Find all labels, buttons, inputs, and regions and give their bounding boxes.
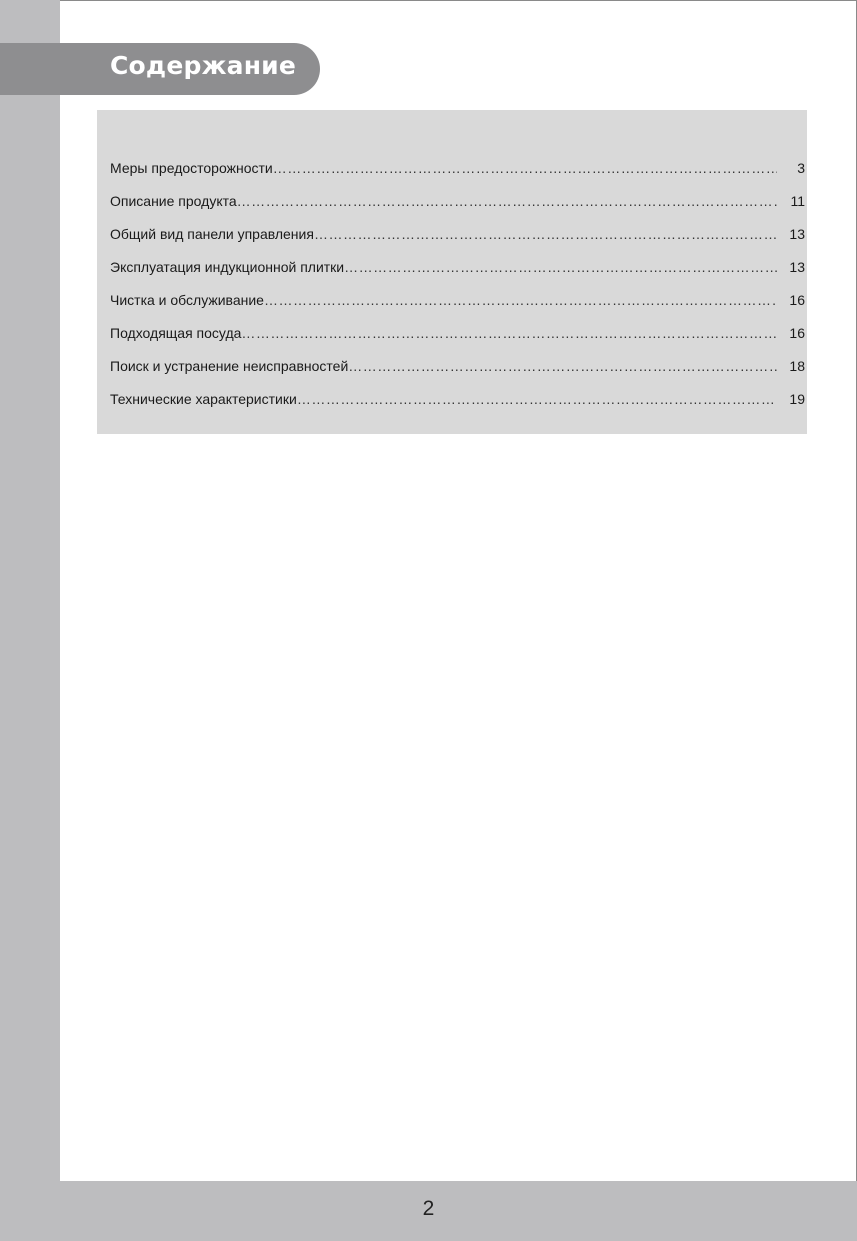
toc-dot-leader [348, 358, 777, 374]
toc-dot-leader [314, 226, 777, 242]
toc-entry-title: Поиск и устранение неисправностей [110, 358, 349, 374]
toc-entry[interactable] [110, 226, 805, 259]
toc-dot-leader [344, 259, 777, 275]
toc-entry-title: Меры предосторожности [110, 160, 273, 176]
page-title: Содержание [110, 51, 297, 80]
toc-entry-page: 3 [797, 160, 805, 176]
toc-entry-title: Описание продукта [110, 193, 237, 209]
toc-entry[interactable] [110, 391, 805, 424]
toc-entry-title: Подходящая посуда [110, 325, 242, 341]
toc-entry-page: 13 [789, 226, 805, 242]
page-number: 2 [422, 1197, 435, 1220]
toc-entry-page: 18 [789, 358, 805, 374]
toc-entry[interactable] [110, 358, 805, 391]
toc-entry-title: Эксплуатация индукционной плитки [110, 259, 345, 275]
toc-entry-page: 16 [789, 292, 805, 308]
toc-entry-title: Общий вид панели управления [110, 226, 314, 242]
toc-entry-page: 11 [790, 193, 805, 209]
toc-dot-leader [297, 391, 777, 407]
toc-entry-title: Чистка и обслуживание [110, 292, 264, 308]
toc-entry-page: 19 [789, 391, 805, 407]
toc-entry[interactable] [110, 160, 805, 193]
toc-entry[interactable] [110, 259, 805, 292]
toc-entry-page: 13 [789, 259, 805, 275]
toc-dot-leader [237, 193, 777, 209]
toc-entry-page: 16 [789, 325, 805, 341]
toc-entry[interactable] [110, 325, 805, 358]
toc-dot-leader [264, 292, 777, 308]
toc-entry[interactable] [110, 193, 805, 226]
toc-entry[interactable] [110, 292, 805, 325]
toc-list [110, 160, 805, 424]
toc-entry-title: Технические характеристики [110, 391, 297, 407]
toc-dot-leader [241, 325, 777, 341]
left-margin-bar [0, 0, 60, 1241]
toc-dot-leader [273, 160, 777, 176]
